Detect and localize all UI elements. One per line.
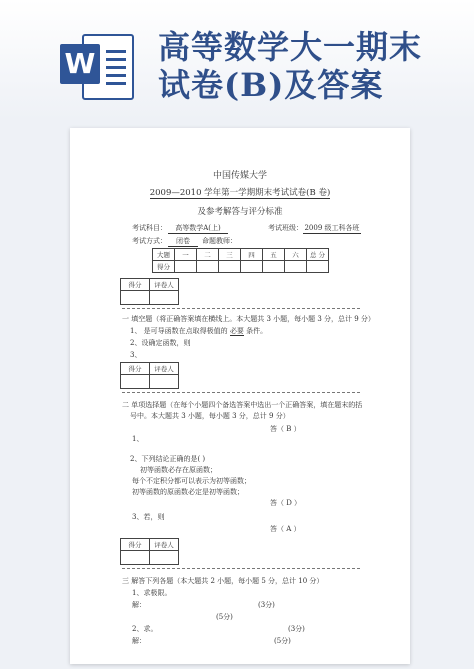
teacher-label: 命题教师： bbox=[202, 237, 237, 245]
score-cell bbox=[285, 261, 307, 273]
section1-q1-answer: 必要 bbox=[229, 327, 244, 335]
score-cell bbox=[263, 261, 285, 273]
score-header-cell: 总 分 bbox=[307, 249, 329, 261]
section3-q1: 1、求极限。 bbox=[132, 589, 172, 597]
section3-title: 三 解答下列各题（本大题共 2 小题，每小题 5 分，总计 10 分） bbox=[122, 577, 324, 585]
score-cell bbox=[197, 261, 219, 273]
section2-q2: 2、下列结论正确的是( ) bbox=[130, 455, 206, 463]
grader-reviewer-label: 评卷人 bbox=[150, 363, 179, 375]
grader-cell bbox=[150, 551, 179, 565]
grader-cell bbox=[150, 375, 179, 389]
section1-q2: 2、设确定函数，则 bbox=[130, 339, 191, 347]
word-letter: W bbox=[60, 44, 100, 84]
section3-q2: 2、求。 bbox=[132, 625, 158, 633]
section3-q1-points: (5分) bbox=[216, 613, 233, 621]
score-header-cell: 六 bbox=[285, 249, 307, 261]
divider bbox=[122, 392, 360, 393]
section3-q1-solution: 解： bbox=[132, 601, 146, 609]
class-value: 2009 级工科各班 bbox=[304, 224, 360, 232]
grader-cell bbox=[121, 375, 150, 389]
course-value: 高等数学A(上) bbox=[168, 223, 228, 234]
section2-title-line1: 二 单项选择题（在每个小题四个备选答案中选出一个正确答案，填在题末的括 bbox=[122, 401, 363, 409]
exam-term: 2009—2010 学年第一学期期末考试试卷(B 卷) bbox=[149, 188, 331, 198]
section2-q2-option: 初等函数的原函数必定是初等函数； bbox=[132, 488, 244, 496]
section2-q1: 1、 bbox=[132, 435, 144, 443]
section3-q2-solution: 解： bbox=[132, 637, 146, 645]
grader-cell bbox=[121, 291, 150, 305]
grader-reviewer-label: 评卷人 bbox=[150, 279, 179, 291]
score-header-cell: 一 bbox=[175, 249, 197, 261]
grader-score-label: 得分 bbox=[121, 279, 150, 291]
score-table bbox=[152, 248, 329, 273]
word-document-icon bbox=[60, 30, 132, 100]
score-header-cell: 五 bbox=[263, 249, 285, 261]
section2-q2-option: 每个不定积分都可以表示为初等函数； bbox=[132, 477, 251, 485]
score-table-header bbox=[153, 249, 329, 261]
banner-title-line2: 试卷(B)及答案 bbox=[158, 66, 384, 104]
section2-answer2: 答（ D ） bbox=[270, 499, 302, 507]
grader-box-1 bbox=[120, 278, 179, 305]
section1-title: 一 填空题（将正确答案填在横线上。本大题共 3 小题，每小题 3 分，总计 9 分） bbox=[122, 315, 375, 323]
exam-subtitle: 及参考解答与评分标准 bbox=[197, 207, 283, 217]
divider bbox=[122, 568, 360, 569]
grader-cell bbox=[150, 291, 179, 305]
section2-title-line2: 号中。本大题共 3 小题，每小题 3 分，总计 9 分） bbox=[130, 412, 290, 420]
score-cell bbox=[241, 261, 263, 273]
banner bbox=[0, 0, 474, 120]
section2-q2-option: 初等函数必存在原函数； bbox=[140, 466, 217, 474]
score-header-cell: 大题 bbox=[153, 249, 175, 261]
section3-q1-points: (3分) bbox=[258, 601, 275, 609]
school-name: 中国传媒大学 bbox=[212, 171, 267, 181]
section2-q3: 3、若，则 bbox=[132, 513, 165, 521]
score-header-cell: 二 bbox=[197, 249, 219, 261]
grader-cell bbox=[121, 551, 150, 565]
method-value: 闭卷 bbox=[168, 236, 198, 247]
section2-answer3: 答（ A ） bbox=[270, 525, 301, 533]
score-header-cell: 四 bbox=[241, 249, 263, 261]
banner-title-line1: 高等数学大一期末 bbox=[158, 28, 423, 66]
grader-box-2 bbox=[120, 362, 179, 389]
section1-q3: 3、 bbox=[130, 351, 142, 359]
score-table-row bbox=[153, 261, 329, 273]
grader-reviewer-label: 评卷人 bbox=[150, 539, 179, 551]
course-label: 考试科目： bbox=[132, 224, 167, 232]
score-header-cell: 三 bbox=[219, 249, 241, 261]
method-label: 考试方式： bbox=[132, 237, 167, 245]
banner-title bbox=[158, 28, 458, 104]
exam-paper bbox=[70, 128, 410, 664]
grader-box-3 bbox=[120, 538, 179, 565]
score-cell bbox=[175, 261, 197, 273]
score-cell bbox=[219, 261, 241, 273]
section3-q2-points: (5分) bbox=[274, 637, 291, 645]
divider bbox=[122, 308, 360, 309]
score-cell bbox=[307, 261, 329, 273]
section3-q2-points: (3分) bbox=[288, 625, 305, 633]
class-label: 考试班级： bbox=[268, 224, 303, 232]
grader-score-label: 得分 bbox=[121, 539, 150, 551]
score-row-label: 得分 bbox=[153, 261, 175, 273]
section2-answer1: 答（ B ） bbox=[270, 425, 301, 433]
grader-score-label: 得分 bbox=[121, 363, 150, 375]
section1-q1: 1、 是可导函数在点取得极值的 必要 条件。 bbox=[130, 327, 268, 335]
